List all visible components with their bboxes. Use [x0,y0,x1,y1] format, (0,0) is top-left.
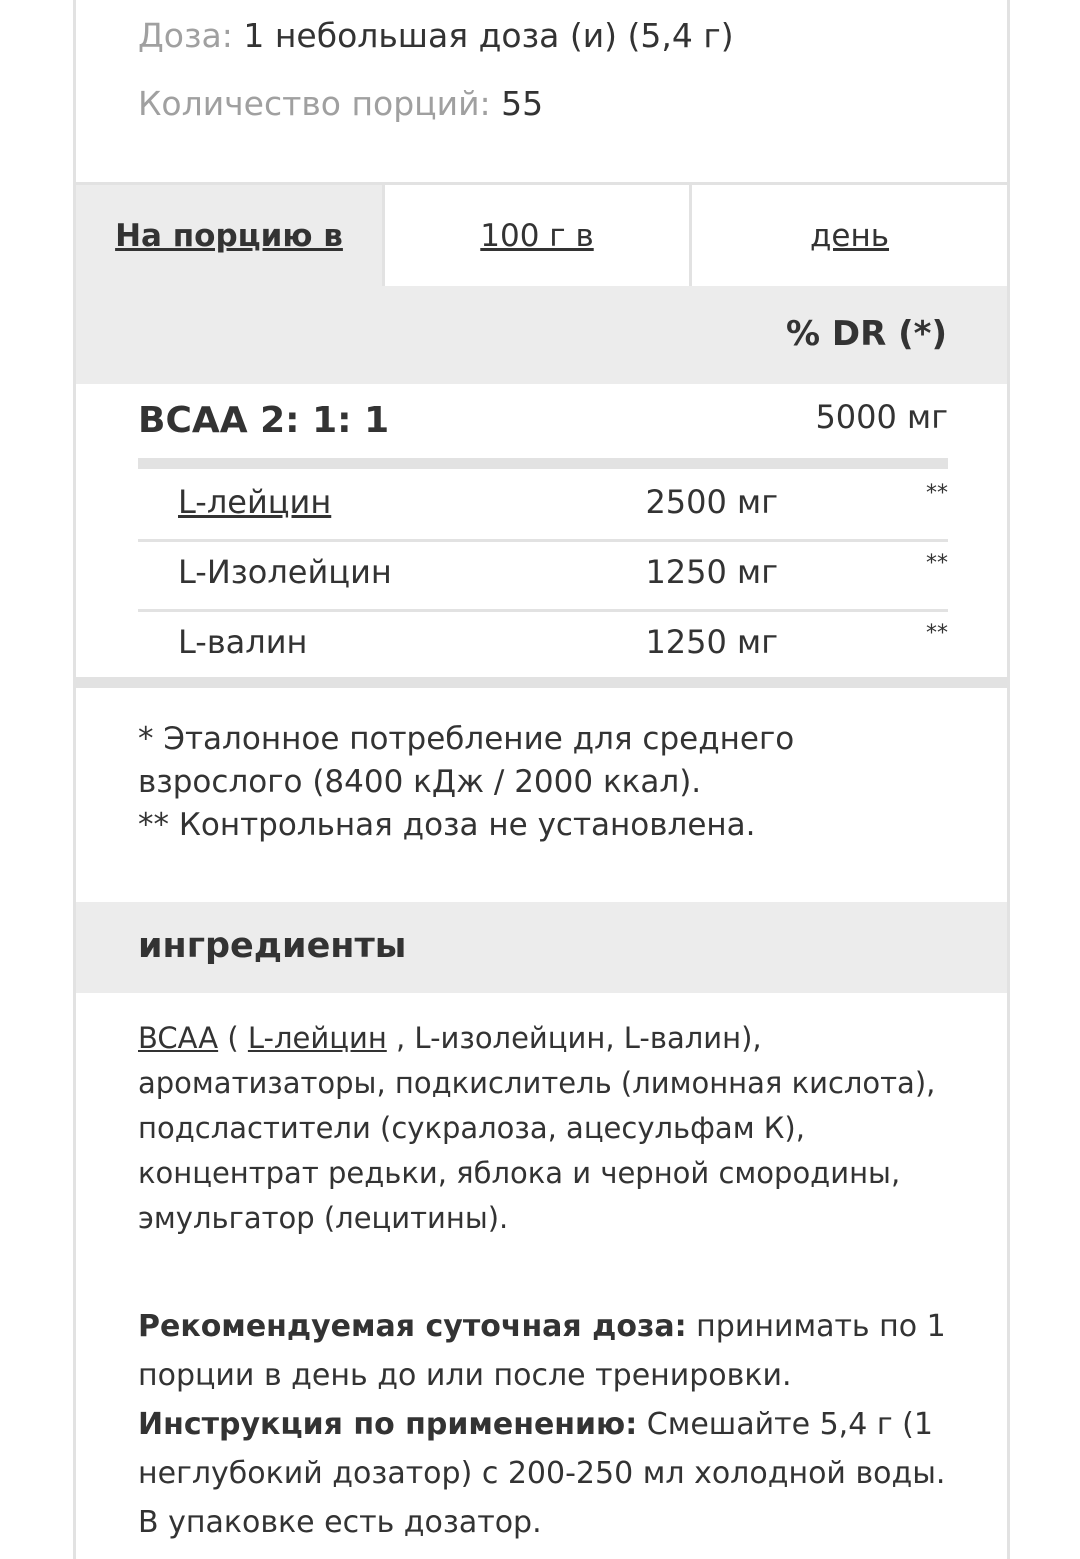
nutrient-group-row [138,394,948,458]
ingredients-text-part: , L-изолейцин, L-валин), ароматизаторы, подкислитель (лимонная кислота), подсластители (сукралоза, ацесульфам К), концентрат редьки, яблока и черной смородины, эмульгатор (лецитины). [138,1021,936,1235]
dr-header-bar [76,286,1007,384]
nutrient-amount: 2500 мг [645,483,778,521]
dose-line [138,16,734,55]
nutrient-dr: ** [926,481,948,506]
usage-section [138,1302,948,1547]
table-bottom-divider [76,677,1007,688]
dose-label: Доза: [138,16,233,55]
ingredient-link-bcaa[interactable]: BCAA [138,1021,219,1055]
nutrient-amount: 1250 мг [645,623,778,661]
tab-per-serving[interactable]: На порцию в [76,185,382,286]
daily-dose-label: Рекомендуемая суточная доза: [138,1309,687,1344]
group-name: BCAA 2: 1: 1 [138,400,390,441]
ingredients-text-part: ( [218,1021,248,1055]
tab-per-100g[interactable]: 100 г в [480,217,594,254]
nutrient-dr: ** [926,551,948,576]
nutrient-name: L-валин [178,623,308,661]
group-amount: 5000 мг [815,398,948,436]
nutrient-name: L-Изолейцин [178,553,392,591]
tab-per-day[interactable]: день [809,217,890,254]
dose-value: 1 небольшая доза (и) (5,4 г) [243,16,734,55]
instructions [138,1400,948,1547]
dr-column-header: % DR (*) [785,314,947,354]
daily-dose [138,1302,948,1400]
servings-label: Количество порций: [138,84,491,123]
footnotes [138,718,948,847]
table-row [138,539,948,612]
servings-line [138,84,543,123]
footnote-no-reference: ** Контрольная доза не установлена. [138,807,756,843]
nutrient-link-leucine[interactable]: L-лейцин [178,483,332,521]
nutrition-tabs [76,182,1007,289]
nutrient-amount: 1250 мг [645,553,778,591]
nutrient-dr: ** [926,621,948,646]
daily-dose-text: принимать по 1 порции в день до или после тренировки. [138,1309,946,1393]
ingredients-title: ингредиенты [138,926,407,966]
table-row [138,469,948,542]
servings-value: 55 [501,84,544,123]
ingredient-link-leucine[interactable]: L-лейцин [247,1021,387,1055]
ingredients-text [138,1016,948,1241]
product-info-card [73,0,1010,1559]
table-row [138,609,948,679]
footnote-reference-intake: * Эталонное потребление для среднего взрослого (8400 кДж / 2000 ккал). [138,721,795,800]
ingredients-header [76,902,1007,993]
group-divider [138,458,948,469]
instructions-text: Смешайте 5,4 г (1 неглубокий дозатор) с 200-250 мл холодной воды. В упаковке есть дозатор. [138,1407,946,1540]
instructions-label: Инструкция по применению: [138,1407,638,1442]
